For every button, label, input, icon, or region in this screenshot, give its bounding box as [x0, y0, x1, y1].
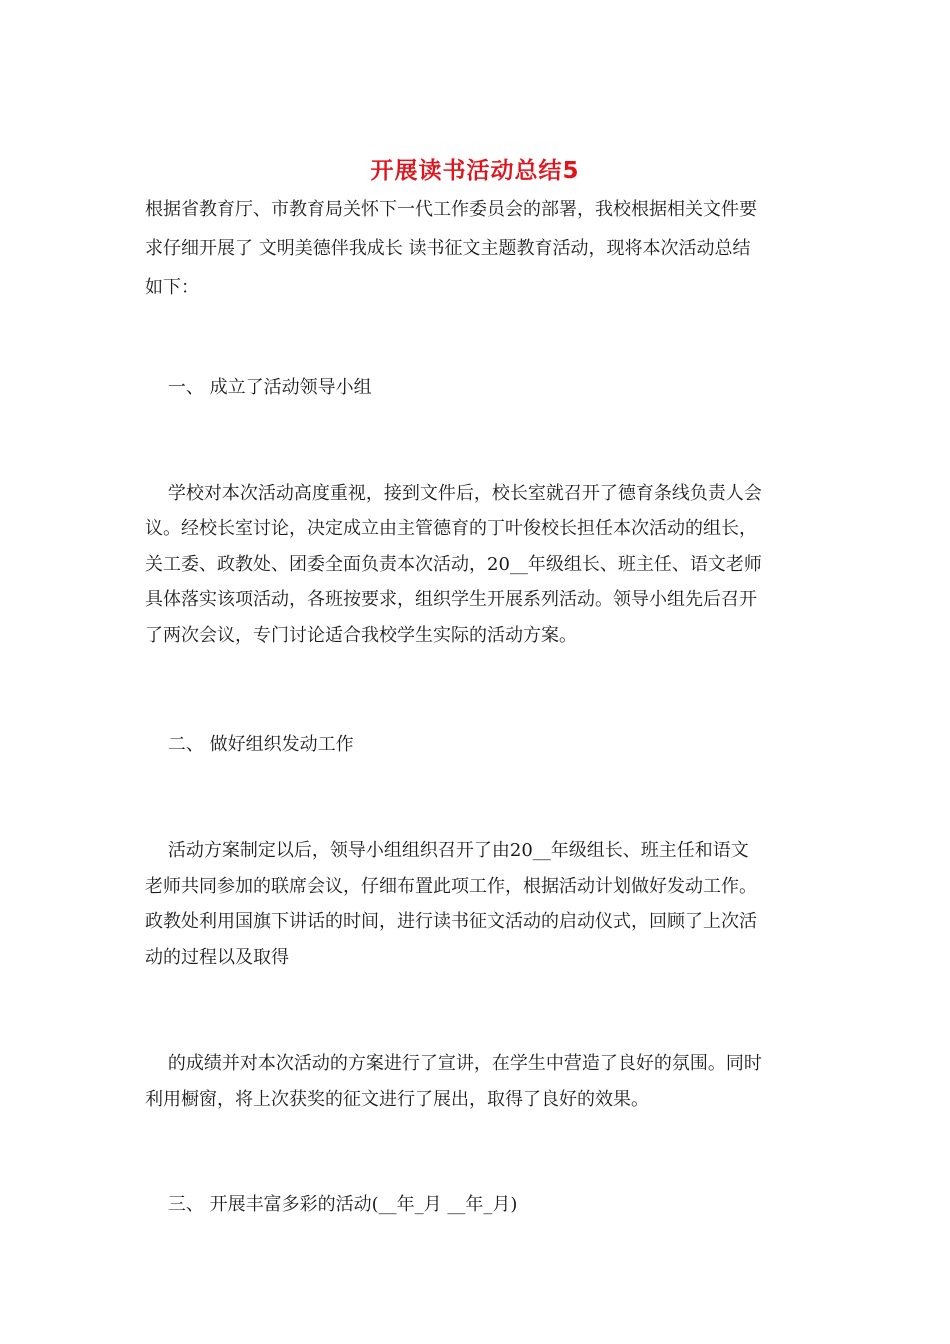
document-title: 开展读书活动总结5 — [370, 158, 580, 184]
intro-line: 如下： — [145, 277, 199, 298]
intro-line: 根据省教育厅、市教育局关怀下一代工作委员会的部署，我校根据相关文件要 — [145, 199, 757, 220]
section2-paragraph-line: 的成绩并对本次活动的方案进行了宣讲，在学生中营造了良好的氛围。同时 — [145, 1053, 762, 1074]
intro-line: 求仔细开展了 文明美德伴我成长 读书征文主题教育活动，现将本次活动总结 — [145, 238, 751, 259]
section-heading-3: 三、 开展丰富多彩的活动(__年_月 __年_月) — [145, 1194, 518, 1215]
section1-paragraph-line: 议。经校长室讨论，决定成立由主管德育的丁叶俊校长担任本次活动的组长， — [145, 518, 757, 539]
section2-paragraph-line: 老师共同参加的联席会议，仔细布置此项工作，根据活动计划做好发动工作。 — [145, 876, 757, 897]
section-heading-1: 一、 成立了活动领导小组 — [145, 377, 372, 398]
section2-paragraph-line: 利用橱窗，将上次获奖的征文进行了展出，取得了良好的效果。 — [145, 1089, 649, 1110]
section1-paragraph-line: 了两次会议，专门讨论适合我校学生实际的活动方案。 — [145, 625, 577, 646]
section2-paragraph-line: 动的过程以及取得 — [145, 947, 289, 968]
section-heading-2: 二、 做好组织发动工作 — [145, 734, 354, 755]
section2-paragraph-line: 活动方案制定以后，领导小组组织召开了由20__年级组长、班主任和语文 — [145, 840, 749, 861]
section2-paragraph-line: 政教处利用国旗下讲话的时间，进行读书征文活动的启动仪式，回顾了上次活 — [145, 911, 757, 932]
section1-paragraph-line: 学校对本次活动高度重视，接到文件后，校长室就召开了德育条线负责人会 — [145, 483, 762, 504]
section1-paragraph-line: 关工委、政教处、团委全面负责本次活动，20__年级组长、班主任、语文老师 — [145, 554, 762, 575]
section1-paragraph-line: 具体落实该项活动，各班按要求，组织学生开展系列活动。领导小组先后召开 — [145, 589, 757, 610]
